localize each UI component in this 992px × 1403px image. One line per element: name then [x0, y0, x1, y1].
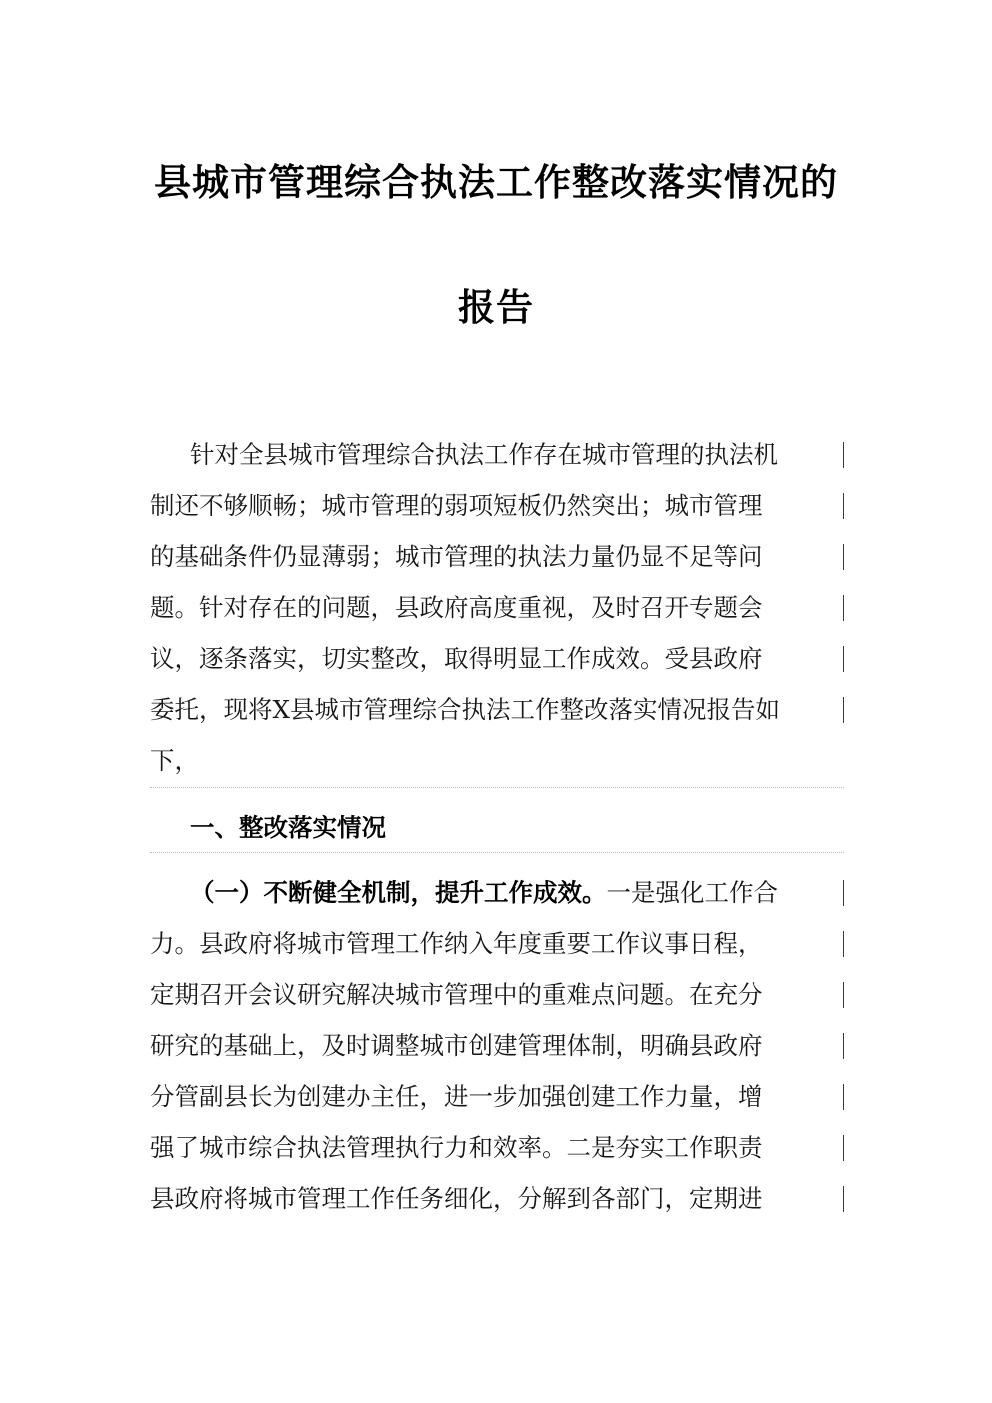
margin-marker — [843, 880, 844, 906]
intro-line-7: 下， — [150, 746, 199, 775]
subsection-line-3: 定期召开会议研究解决城市管理中的重难点问题。在充分 — [150, 980, 763, 1009]
margin-marker — [843, 595, 844, 621]
section-divider — [150, 852, 844, 853]
intro-line-6: 委托，现将X县城市管理综合执法工作整改落实情况报告如 — [150, 695, 780, 724]
margin-marker — [843, 697, 844, 723]
intro-line-1: 针对全县城市管理综合执法工作存在城市管理的执法机 — [190, 440, 778, 469]
document-title-line-1: 县城市管理综合执法工作整改落实情况的 — [154, 160, 838, 204]
margin-marker — [843, 1186, 844, 1212]
subsection-heading-1: （一）不断健全机制，提升工作成效。 — [190, 878, 607, 907]
subsection-line-6: 强了城市综合执法管理执行力和效率。二是夯实工作职责 — [150, 1133, 763, 1162]
intro-line-2: 制还不够顺畅；城市管理的弱项短板仍然突出；城市管理 — [150, 491, 763, 520]
subsection-line-1 — [190, 873, 850, 913]
section-heading-1: 一、整改落实情况 — [190, 813, 386, 842]
margin-marker — [843, 1084, 844, 1110]
margin-marker — [843, 982, 844, 1008]
margin-marker — [843, 442, 844, 468]
margin-marker — [843, 1033, 844, 1059]
subsection-line-4: 研究的基础上，及时调整城市创建管理体制，明确县政府 — [150, 1031, 763, 1060]
subsection-line-1-text: 一是强化工作合 — [606, 878, 778, 907]
intro-line-4: 题。针对存在的问题，县政府高度重视，及时召开专题会 — [150, 593, 763, 622]
subsection-line-7: 县政府将城市管理工作任务细化，分解到各部门，定期进 — [150, 1184, 763, 1213]
margin-marker — [843, 646, 844, 672]
margin-marker — [843, 493, 844, 519]
paragraph-divider — [150, 787, 844, 788]
subsection-line-5: 分管副县长为创建办主任，进一步加强创建工作力量，增 — [150, 1082, 763, 1111]
margin-marker — [843, 931, 844, 957]
document-title-line-2: 报告 — [458, 285, 534, 329]
subsection-line-2: 力。县政府将城市管理工作纳入年度重要工作议事日程， — [150, 929, 763, 958]
intro-line-3: 的基础条件仍显薄弱；城市管理的执法力量仍显不足等问 — [150, 542, 763, 571]
margin-marker — [843, 544, 844, 570]
margin-marker — [843, 1135, 844, 1161]
intro-line-5: 议，逐条落实，切实整改，取得明显工作成效。受县政府 — [150, 644, 763, 673]
